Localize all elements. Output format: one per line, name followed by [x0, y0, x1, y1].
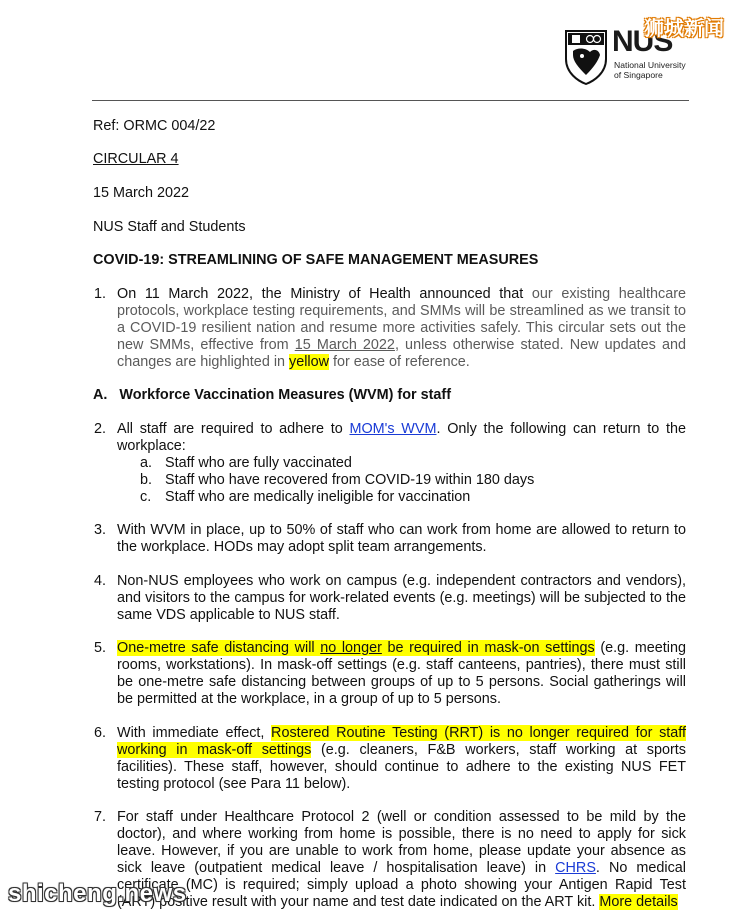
list-item: b. Staff who have recovered from COVID-19 within 180 days — [140, 472, 535, 488]
paragraph-body: Non-NUS employees who work on campus (e.g. independent contractors and vendors), and visitors to the campus for work-related events (e.g. meetings) will be subjected to the same VDS applicable to NUS staff. — [117, 573, 686, 623]
paragraph-3 — [94, 522, 686, 556]
paragraph-body: With WVM in place, up to 50% of staff who can work from home are allowed to return to the workplace. HODs may adopt split team arrangements. — [117, 522, 686, 555]
circular-number: CIRCULAR 4 — [93, 151, 179, 167]
paragraph-body: All staff are required to adhere to MOM's WVM. Only the following can return to the workplace: — [117, 421, 686, 454]
nus-logo-subtitle: National University of Singapore — [614, 60, 686, 80]
paragraph-number: 5. — [94, 640, 107, 656]
paragraph-number: 7. — [94, 809, 107, 825]
paragraph-6 — [94, 725, 686, 793]
paragraph-body: With immediate effect, Rostered Routine Testing (RRT) is no longer required for staff working in mask-off settings (e.g. cleaners, F&B workers, staff working at sports facilities). These staff, however, should continue to adhere to the existing NUS FET testing protocol (see Para 11 below). — [117, 725, 687, 792]
paragraph-4 — [94, 573, 686, 624]
document-title: COVID-19: STREAMLINING OF SAFE MANAGEMENT MEASURES — [93, 252, 539, 268]
paragraph-1 — [94, 286, 686, 371]
paragraph-body: One-metre safe distancing will no longer be required in mask-on settings (e.g. meeting rooms, workstations). In mask-off settings (e.g. staff canteens, pantries), there must still be one-metre safe distancing between groups of up to 5 persons. Social gatherings will be permitted at the workplace, in a group of up to 5 persons. — [117, 640, 686, 707]
audience: NUS Staff and Students — [93, 219, 246, 235]
paragraph-number: 2. — [94, 421, 107, 437]
paragraph-body: For staff under Healthcare Protocol 2 (well or condition assessed to be mild by the doctor), and where working from home is possible, there is no need to apply for sick leave. However, if you are unable to work from home, please update your absence as sick leave (outpatient medical leave / hospitalisation leave) in CHRS. No medical certificate (MC) is required; simply upload a photo showing your Antigen Rapid Test (ART) positive result with your name and test date indicated on the ART kit. More details — [117, 809, 686, 910]
reference-number: Ref: ORMC 004/22 — [93, 118, 216, 134]
header-divider — [92, 100, 689, 101]
list-item: c. Staff who are medically ineligible for vaccination — [140, 489, 471, 505]
site-watermark: 狮城新闻 — [644, 18, 724, 40]
paragraph-number: 4. — [94, 573, 107, 589]
section-a-heading: A. Workforce Vaccination Measures (WVM) for staff — [93, 387, 451, 403]
paragraph-number: 6. — [94, 725, 107, 741]
list-item: a. Staff who are fully vaccinated — [140, 455, 352, 471]
paragraph-5 — [94, 640, 686, 708]
paragraph-number: 3. — [94, 522, 107, 538]
paragraph-body: On 11 March 2022, the Ministry of Health announced that our existing healthcare protocols, workplace testing requirements, and SMMs will be streamlined as we transit to a COVID-19 resilient nation and resume more activities safely. This circular sets out the new SMMs, effective from 15 March 2022, unless otherwise stated. New updates and changes are highlighted in yellow for ease of reference. — [117, 286, 687, 370]
circular-date: 15 March 2022 — [93, 185, 189, 201]
mom-wvm-link[interactable]: MOM's WVM — [349, 421, 437, 437]
nus-crest-logo — [564, 29, 608, 85]
paragraph-2 — [94, 421, 686, 455]
site-watermark-bottom: shicheng.news — [8, 880, 187, 907]
chrs-link[interactable]: CHRS — [555, 860, 596, 876]
paragraph-number: 1. — [94, 286, 107, 302]
nus-wordmark: NUS — [612, 25, 673, 58]
